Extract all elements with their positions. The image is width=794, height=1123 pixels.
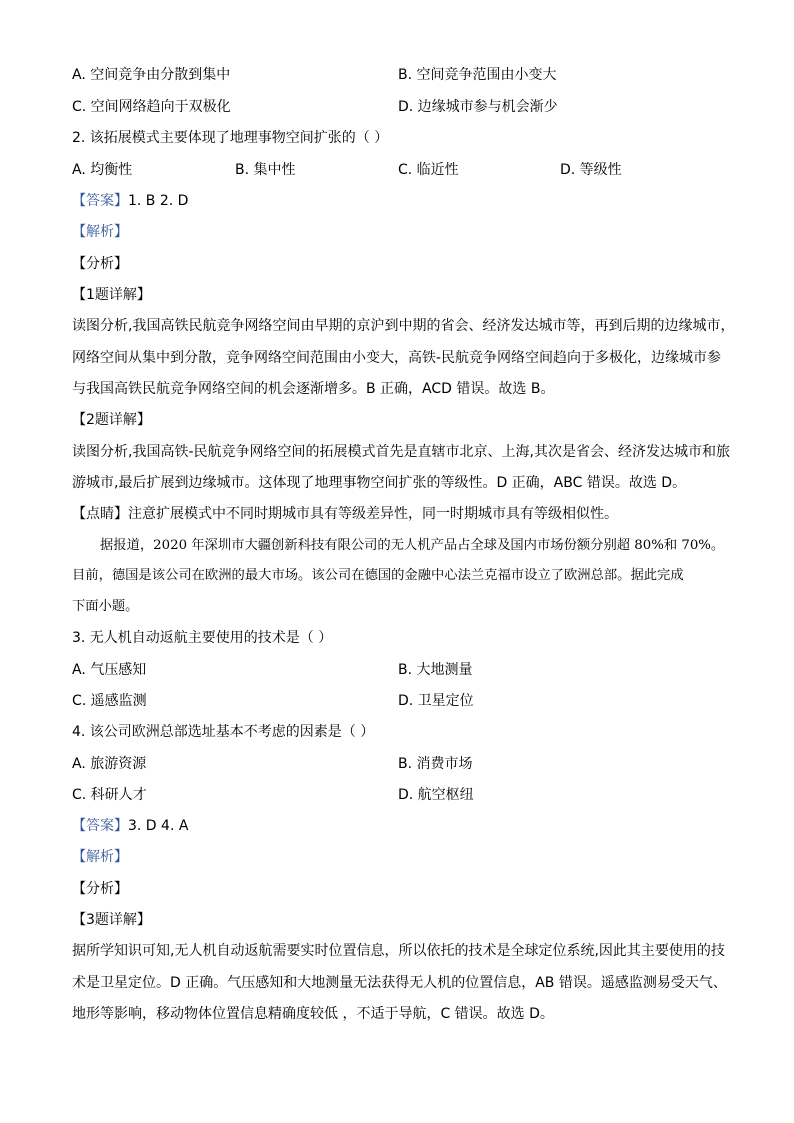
q4-option-a: A. 旅游资源: [72, 756, 147, 772]
detail-1-line-2: 网络空间从集中到分散，竞争网络空间范围由小变大，高铁-民航竞争网络空间趋向于多极化，边缘城市参: [72, 350, 722, 366]
q4-stem: 4. 该公司欧洲总部选址基本不考虑的因素是（ ）: [72, 724, 375, 740]
dianjing: [72, 505, 618, 523]
detail-2-line-1: 读图分析,我国高铁-民航竞争网络空间的拓展模式首先是直辖市北京、上海,其次是省会、经济发达城市和旅: [72, 444, 730, 460]
detail-1-line-1: 读图分析,我国高铁民航竞争网络空间由早期的京沪到中期的省会、经济发达城市等，再到后期的边缘城市，: [72, 318, 735, 334]
q2-stem: 2. 该拓展模式主要体现了地理事物空间扩张的（ ）: [72, 130, 389, 146]
q2-option-d: D. 等级性: [560, 162, 622, 178]
answer-text: 3. D 4. A: [128, 818, 189, 834]
q1-option-a: A. 空间竞争由分散到集中: [72, 67, 231, 83]
passage-line-2: 目前，德国是该公司在欧洲的最大市场。该公司在德国的金融中心法兰克福市设立了欧洲总部。据此完成: [72, 568, 684, 583]
q3-option-a: A. 气压感知: [72, 662, 147, 678]
fenxi-label-2: 【分析】: [72, 881, 128, 897]
detail-3-line-2: 术是卫星定位。D 正确。气压感知和大地测量无法获得无人机的位置信息，AB 错误。遥感监测易受天气、: [72, 975, 727, 991]
answer-label: 【答案】: [72, 193, 128, 209]
q1-option-d: D. 边缘城市参与机会渐少: [398, 99, 558, 115]
dianjing-label: 【点睛】: [72, 506, 128, 522]
passage-line-1: 据报道，2020 年深圳市大疆创新科技有限公司的无人机产品占全球及国内市场份额分别超 80%和 70%。: [100, 538, 725, 553]
passage-line-3: 下面小题。: [72, 599, 139, 614]
detail-2-label: 【2题详解】: [72, 412, 151, 428]
answer-1-2: [72, 192, 188, 210]
q3-option-b: B. 大地测量: [398, 662, 473, 678]
answer-text: 1. B 2. D: [128, 193, 189, 209]
detail-3-line-1: 据所学知识可知,无人机自动返航需要实时位置信息，所以依托的技术是全球定位系统,因此其主要使用的技: [72, 943, 725, 959]
answer-label: 【答案】: [72, 818, 128, 834]
q4-option-d: D. 航空枢纽: [398, 787, 474, 803]
q4-option-b: B. 消费市场: [398, 756, 473, 772]
detail-2-line-2: 游城市,最后扩展到边缘城市。这体现了地理事物空间扩张的等级性。D 正确，ABC 错误。故选 D。: [72, 475, 687, 491]
q4-option-c: C. 科研人才: [72, 787, 147, 803]
detail-1-label: 【1题详解】: [72, 287, 151, 303]
detail-1-line-3: 与我国高铁民航竞争网络空间的机会逐渐增多。B 正确，ACD 错误。故选 B。: [72, 381, 555, 397]
q2-option-a: A. 均衡性: [72, 162, 133, 178]
detail-3-line-3: 地形等影响，移动物体位置信息精确度较低 ，不适于导航，C 错误。故选 D。: [72, 1006, 554, 1022]
q2-option-b: B. 集中性: [235, 162, 296, 178]
q3-option-c: C. 遥感监测: [72, 693, 147, 709]
q2-option-c: C. 临近性: [398, 162, 459, 178]
q1-option-b: B. 空间竞争范围由小变大: [398, 67, 557, 83]
detail-3-label: 【3题详解】: [72, 912, 151, 928]
fenxi-label: 【分析】: [72, 256, 128, 272]
answer-3-4: [72, 817, 188, 835]
q3-stem: 3. 无人机自动返航主要使用的技术是（ ）: [72, 630, 333, 646]
analysis-label: 【解析】: [72, 224, 128, 240]
q3-option-d: D. 卫星定位: [398, 693, 474, 709]
q1-option-c: C. 空间网络趋向于双极化: [72, 99, 231, 115]
dianjing-text: 注意扩展模式中不同时期城市具有等级差异性，同一时期城市具有等级相似性。: [128, 506, 618, 522]
analysis-label-2: 【解析】: [72, 849, 128, 865]
